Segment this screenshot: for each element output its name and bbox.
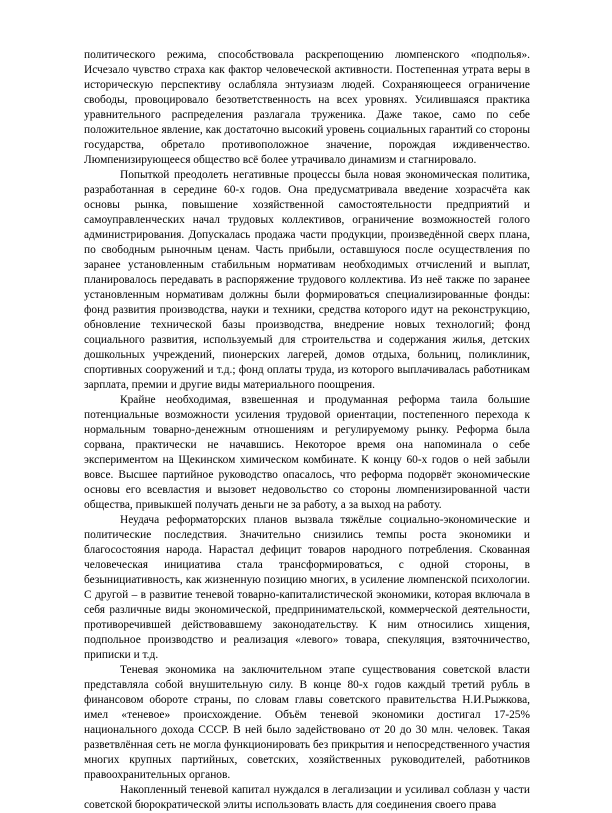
body-text — [84, 48, 530, 813]
paragraph-4: Неудача реформаторских планов вызвала тяжёлые социально-экономические и политические последствия. Значительно снизились темпы роста экономики и благосостояния народа. Нарастал дефицит товаров народного потребления. Скованная человеческая инициатива стала трансформироваться, с одной стороны, в безынициативность, как жизненную позицию многих, в усиление люмпенской психологии. С другой – в развитие теневой товарно-капиталистической экономики, которая включала в себя различные виды экономической, предпринимательской, коммерческой деятельности, противоречившей действовавшему законодательству. К ним относились хищения, подпольное производство и реализация «левого» товара, спекуляция, взяточничество, приписки и т.д. — [84, 514, 530, 661]
paragraph-5: Теневая экономика на заключительном этапе существования советской власти представляла собой внушительную силу. В конце 80-х годов каждый третий рубль в финансовом обороте страны, по словам главы советского правительства Н.И.Рыжкова, имел «теневое» происхождение. Объём теневой экономики достигал 17-25% национального дохода СССР. В ней было задействовано от 20 до 30 млн. человек. Такая разветвлённая сеть не могла функционировать без прикрытия и непосредственного участия многих крупных партийных, советских, хозяйственных руководителей, работников правоохранительных органов. — [84, 664, 530, 781]
paragraph-2: Попыткой преодолеть негативные процессы была новая экономическая политика, разработанная в середине 60-х годов. Она предусматривала введение хозрасчёта как основы рынка, повышение хозяйственной самостоятельности предприятий и самоуправленческих начал трудовых коллективов, ограничение возможностей голого администрирования. Допускалась продажа части продукции, произведённой сверх плана, по свободным рыночным ценам. Часть прибыли, оставшуюся после осуществления по заранее установленным стабильным нормативам необходимых отчислений и выплат, планировалось передавать в распоряжение трудового коллектива. Из неё также по заранее установленным нормативам должны были формироваться специализированные фонды: фонд развития производства, науки и техники, средства которого идут на реконструкцию, обновление технической базы производства, внедрение новых технологий; фонд социального развития, используемый для строительства и содержания жилья, детских дошкольных учреждений, пионерских лагерей, домов отдыха, больниц, поликлиник, спортивных сооружений и т.д.; фонд оплаты труда, из которого выплачивалась работникам зарплата, премии и другие виды материального поощрения. — [84, 169, 530, 391]
paragraph-6: Накопленный теневой капитал нуждался в легализации и усиливал соблазн у части советской бюрократической элиты использовать власть для соединения своего права — [84, 784, 530, 811]
paragraph-1: политического режима, способствовала раскрепощению люмпенского «подполья». Исчезало чувство страха как фактор человеческой активности. Постепенная утрата веры в историческую перспективу ослабляла энтузиазм людей. Сохраняющееся ограничение свободы, провоцировало безответственность на всех уровнях. Усилившаяся практика уравнительного распределения разлагала труженика. Даже такое, само по себе положительное явление, как достаточно высокий уровень социальных гарантий со стороны государства, обретало противоположное значение, порождая иждивенчество. Люмпенизирующееся общество всё более утрачивало динамизм и стагнировало. — [84, 49, 530, 166]
paragraph-3: Крайне необходимая, взвешенная и продуманная реформа таила большие потенциальные возможности усиления трудовой ориентации, постепенного перехода к нормальным товарно-денежным отношениям и регулируемому рынку. Реформа была сорвана, практически не начавшись. Некоторое время она напоминала о себе экспериментом на Щекинском химическом комбинате. К концу 60-х годов о ней забыли вовсе. Высшее партийное руководство опасалось, что реформа подорвёт экономические основы его всевластия и вызовет недовольство со стороны люмпенизированной части общества, привыкшей получать деньги не за работу, а за выход на работу. — [84, 394, 530, 511]
